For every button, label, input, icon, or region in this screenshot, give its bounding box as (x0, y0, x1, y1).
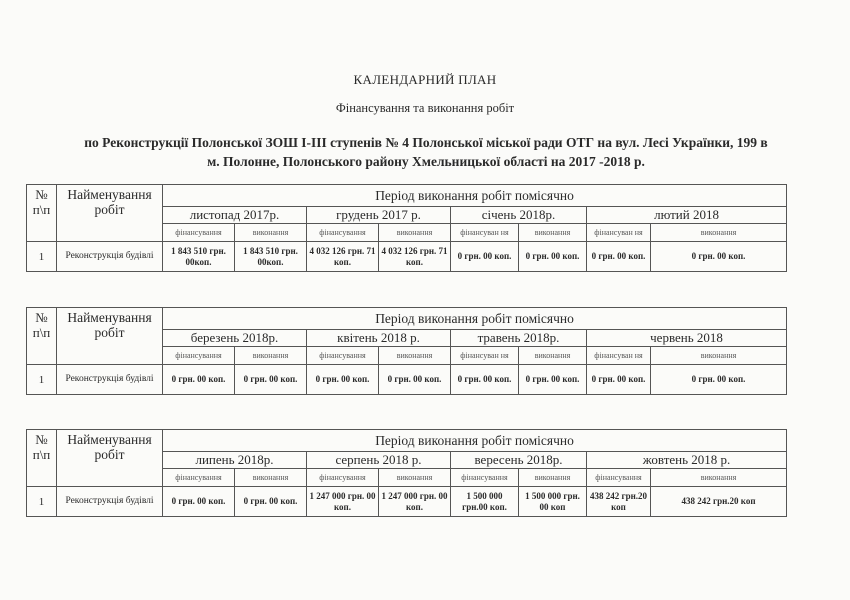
cell-value: 1 247 000 грн. 00 коп. (379, 487, 451, 517)
header-num: № п\п (27, 185, 57, 242)
subheader-execution: виконання (379, 347, 451, 365)
cell-value: 0 грн. 00 коп. (651, 365, 787, 395)
cell-value: 0 грн. 00 коп. (519, 242, 587, 272)
subheader-execution: виконання (379, 469, 451, 487)
month-header: вересень 2018р. (451, 452, 587, 469)
month-header: квітень 2018 р. (307, 330, 451, 347)
header-period: Період виконання робіт помісячно (163, 430, 787, 452)
cell-value: 0 грн. 00 коп. (163, 487, 235, 517)
row-name: Реконструкція будівлі (57, 242, 163, 272)
month-header: грудень 2017 р. (307, 207, 451, 224)
month-header: лютий 2018 (587, 207, 787, 224)
cell-value: 4 032 126 грн. 71 коп. (307, 242, 379, 272)
schedule-table-1 (26, 184, 787, 272)
cell-value: 0 грн. 00 коп. (587, 365, 651, 395)
cell-value: 1 843 510 грн. 00коп. (163, 242, 235, 272)
subheader-financing: фінансування (451, 469, 519, 487)
month-header: липень 2018р. (163, 452, 307, 469)
cell-value: 0 грн. 00 коп. (307, 365, 379, 395)
table-row (27, 487, 787, 517)
subheader-financing: фінансуван ня (587, 224, 651, 242)
subheader-execution: виконання (519, 469, 587, 487)
month-header: червень 2018 (587, 330, 787, 347)
cell-value: 0 грн. 00 коп. (651, 242, 787, 272)
cell-value: 4 032 126 грн. 71 коп. (379, 242, 451, 272)
cell-value: 0 грн. 00 коп. (379, 365, 451, 395)
subheader-financing: фінансування (307, 347, 379, 365)
row-number: 1 (27, 365, 57, 395)
subheader-financing: фінансування (307, 469, 379, 487)
document-description (36, 133, 816, 171)
cell-value: 0 грн. 00 коп. (235, 365, 307, 395)
header-period: Період виконання робіт помісячно (163, 185, 787, 207)
subheader-execution: виконання (235, 224, 307, 242)
cell-value: 1 500 000 грн.00 коп. (451, 487, 519, 517)
cell-value: 0 грн. 00 коп. (163, 365, 235, 395)
subheader-financing: фінансуван ня (451, 347, 519, 365)
subheader-execution: виконання (235, 347, 307, 365)
header-name: Найменування робіт (57, 430, 163, 487)
month-header: серпень 2018 р. (307, 452, 451, 469)
table-row (27, 242, 787, 272)
header-num: № п\п (27, 308, 57, 365)
month-header: березень 2018р. (163, 330, 307, 347)
row-number: 1 (27, 242, 57, 272)
header-name: Найменування робіт (57, 185, 163, 242)
cell-value: 0 грн. 00 коп. (235, 487, 307, 517)
description-line-1: по Реконструкції Полонської ЗОШ І-ІІІ ступенів № 4 Полонської міської ради ОТГ на вул. Лесі Українки, 199 в (84, 135, 768, 150)
cell-value: 0 грн. 00 коп. (519, 365, 587, 395)
subheader-execution: виконання (651, 469, 787, 487)
schedule-table-3 (26, 429, 787, 517)
subheader-execution: виконання (651, 224, 787, 242)
cell-value: 1 843 510 грн. 00коп. (235, 242, 307, 272)
subheader-execution: виконання (379, 224, 451, 242)
subheader-execution: виконання (519, 224, 587, 242)
cell-value: 438 242 грн.20 коп (587, 487, 651, 517)
subheader-financing: фінансуван ня (587, 347, 651, 365)
header-num: № п\п (27, 430, 57, 487)
row-name: Реконструкція будівлі (57, 487, 163, 517)
subheader-financing: фінансування (587, 469, 651, 487)
cell-value: 0 грн. 00 коп. (587, 242, 651, 272)
subheader-financing: фінансування (307, 224, 379, 242)
description-line-2: м. Полонне, Полонського району Хмельницької області на 2017 -2018 р. (207, 154, 645, 169)
month-header: травень 2018р. (451, 330, 587, 347)
subheader-execution: виконання (651, 347, 787, 365)
table-row (27, 365, 787, 395)
subheader-financing: фінансуван ня (451, 224, 519, 242)
cell-value: 438 242 грн.20 коп (651, 487, 787, 517)
month-header: листопад 2017р. (163, 207, 307, 224)
month-header: жовтень 2018 р. (587, 452, 787, 469)
cell-value: 1 247 000 грн. 00 коп. (307, 487, 379, 517)
schedule-table-2 (26, 307, 787, 395)
subheader-financing: фінансування (163, 224, 235, 242)
cell-value: 1 500 000 грн. 00 коп (519, 487, 587, 517)
header-name: Найменування робіт (57, 308, 163, 365)
row-number: 1 (27, 487, 57, 517)
row-name: Реконструкція будівлі (57, 365, 163, 395)
subheader-financing: фінансування (163, 347, 235, 365)
document-subtitle: Фінансування та виконання робіт (335, 101, 515, 115)
subheader-execution: виконання (235, 469, 307, 487)
header-period: Період виконання робіт помісячно (163, 308, 787, 330)
subheader-execution: виконання (519, 347, 587, 365)
document-title: КАЛЕНДАРНИЙ ПЛАН (353, 72, 497, 87)
cell-value: 0 грн. 00 коп. (451, 365, 519, 395)
cell-value: 0 грн. 00 коп. (451, 242, 519, 272)
month-header: січень 2018р. (451, 207, 587, 224)
subheader-financing: фінансування (163, 469, 235, 487)
